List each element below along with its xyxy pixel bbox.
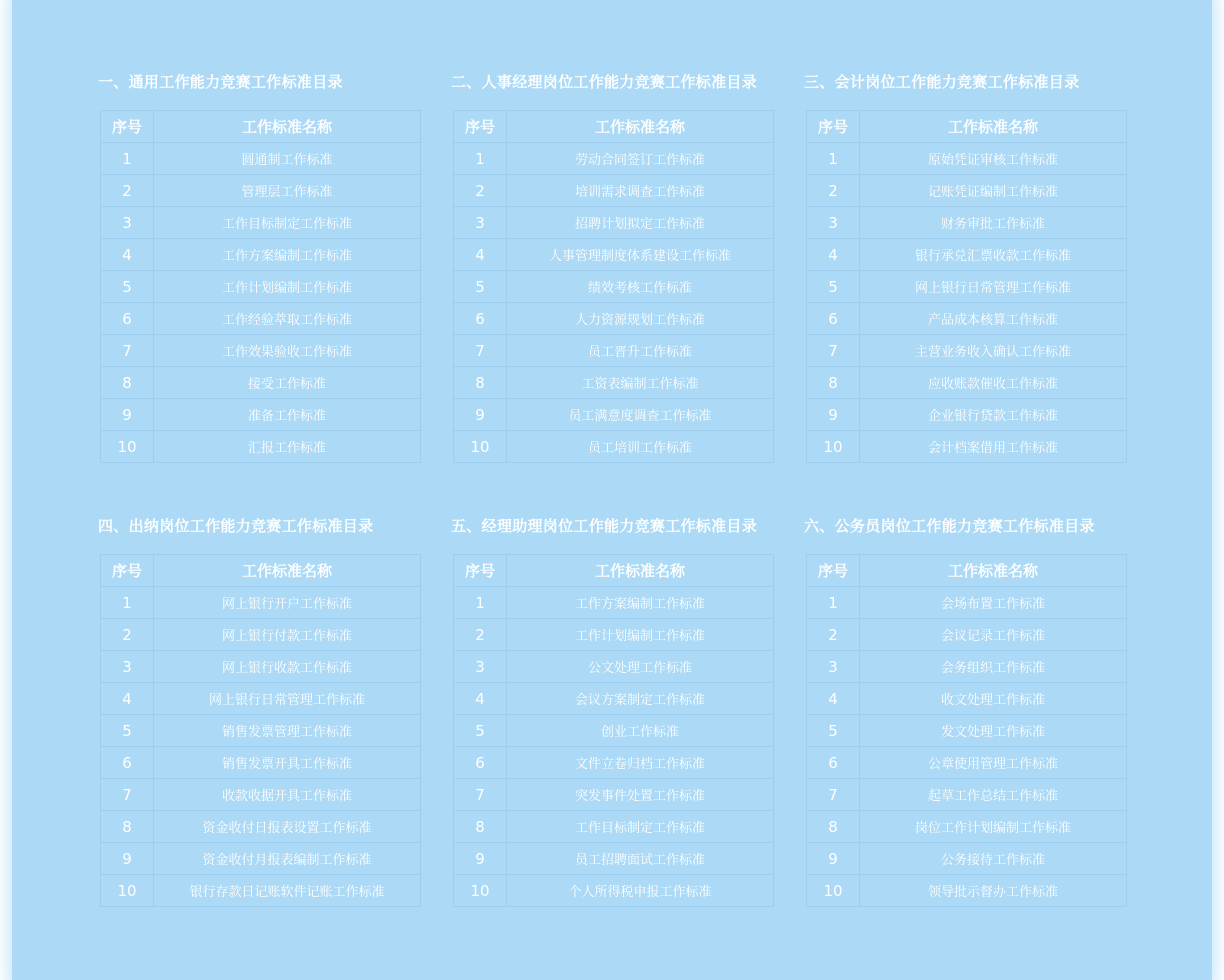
row-standard-name: 工作效果验收工作标准	[154, 335, 421, 367]
table-row	[807, 175, 1127, 207]
table-row	[101, 651, 421, 683]
table-header-row	[101, 555, 421, 587]
table-row	[454, 143, 774, 175]
column-header-index: 序号	[101, 555, 154, 587]
row-index: 7	[807, 779, 860, 811]
row-index: 5	[101, 715, 154, 747]
row-standard-name: 银行存款日记账软件记账工作标准	[154, 875, 421, 907]
row-standard-name: 资金收付月报表编制工作标准	[154, 843, 421, 875]
table-row	[101, 367, 421, 399]
row-standard-name: 财务审批工作标准	[860, 207, 1127, 239]
row-standard-name: 会务组织工作标准	[860, 651, 1127, 683]
row-index: 5	[101, 271, 154, 303]
row-index: 6	[807, 303, 860, 335]
row-index: 6	[454, 303, 507, 335]
row-standard-name: 员工晋升工作标准	[507, 335, 774, 367]
row-index: 9	[807, 843, 860, 875]
row-index: 8	[101, 367, 154, 399]
row-index: 2	[101, 619, 154, 651]
row-standard-name: 公务接待工作标准	[860, 843, 1127, 875]
row-standard-name: 会议方案制定工作标准	[507, 683, 774, 715]
catalog-section-4	[98, 514, 420, 900]
row-standard-name: 工作经验萃取工作标准	[154, 303, 421, 335]
catalog-section-1	[98, 70, 420, 456]
row-index: 6	[454, 747, 507, 779]
row-standard-name: 突发事件处置工作标准	[507, 779, 774, 811]
row-index: 7	[101, 335, 154, 367]
row-standard-name: 网上银行付款工作标准	[154, 619, 421, 651]
table-row	[454, 239, 774, 271]
row-index: 8	[807, 811, 860, 843]
row-index: 1	[101, 143, 154, 175]
row-standard-name: 收款收据开具工作标准	[154, 779, 421, 811]
section-title: 四、出纳岗位工作能力竞赛工作标准目录	[98, 517, 374, 535]
row-index: 1	[101, 587, 154, 619]
row-index: 6	[807, 747, 860, 779]
row-standard-name: 会议记录工作标准	[860, 619, 1127, 651]
row-index: 2	[454, 175, 507, 207]
row-standard-name: 工作目标制定工作标准	[507, 811, 774, 843]
row-index: 5	[807, 715, 860, 747]
document-page	[12, 0, 1212, 980]
table-header-row	[807, 111, 1127, 143]
table-row	[101, 587, 421, 619]
row-standard-name: 人事管理制度体系建设工作标准	[507, 239, 774, 271]
row-standard-name: 培训需求调查工作标准	[507, 175, 774, 207]
row-index: 8	[454, 367, 507, 399]
table-row	[454, 271, 774, 303]
row-standard-name: 准备工作标准	[154, 399, 421, 431]
row-index: 1	[807, 143, 860, 175]
row-index: 3	[807, 207, 860, 239]
row-standard-name: 岗位工作计划编制工作标准	[860, 811, 1127, 843]
row-standard-name: 会场布置工作标准	[860, 587, 1127, 619]
table-header-row	[454, 555, 774, 587]
table-row	[807, 779, 1127, 811]
row-index: 5	[454, 271, 507, 303]
table-row	[807, 587, 1127, 619]
row-standard-name: 产品成本核算工作标准	[860, 303, 1127, 335]
row-standard-name: 招聘计划拟定工作标准	[507, 207, 774, 239]
row-index: 1	[454, 587, 507, 619]
table-row	[807, 747, 1127, 779]
table-header-row	[807, 555, 1127, 587]
table-row	[807, 303, 1127, 335]
table-row	[101, 875, 421, 907]
table-row	[807, 431, 1127, 463]
row-standard-name: 网上银行日常管理工作标准	[860, 271, 1127, 303]
row-standard-name: 起草工作总结工作标准	[860, 779, 1127, 811]
row-index: 6	[101, 303, 154, 335]
standards-table	[453, 110, 774, 463]
table-row	[454, 875, 774, 907]
row-index: 2	[807, 619, 860, 651]
row-index: 7	[454, 335, 507, 367]
table-header-row	[101, 111, 421, 143]
row-index: 2	[101, 175, 154, 207]
row-index: 3	[101, 207, 154, 239]
row-index: 9	[807, 399, 860, 431]
row-index: 3	[101, 651, 154, 683]
table-row	[101, 175, 421, 207]
table-row	[454, 431, 774, 463]
row-standard-name: 创业工作标准	[507, 715, 774, 747]
row-standard-name: 文件立卷归档工作标准	[507, 747, 774, 779]
table-row	[101, 779, 421, 811]
row-standard-name: 绩效考核工作标准	[507, 271, 774, 303]
table-row	[101, 619, 421, 651]
table-row	[807, 207, 1127, 239]
row-standard-name: 员工培训工作标准	[507, 431, 774, 463]
table-row	[454, 175, 774, 207]
table-row	[101, 431, 421, 463]
catalog-section-3	[804, 70, 1126, 456]
table-row	[454, 619, 774, 651]
row-index: 9	[101, 399, 154, 431]
table-row	[454, 779, 774, 811]
row-index: 2	[807, 175, 860, 207]
row-standard-name: 接受工作标准	[154, 367, 421, 399]
row-standard-name: 记账凭证编制工作标准	[860, 175, 1127, 207]
column-header-name: 工作标准名称	[507, 555, 774, 587]
table-row	[807, 399, 1127, 431]
table-row	[807, 683, 1127, 715]
table-row	[807, 843, 1127, 875]
row-index: 7	[454, 779, 507, 811]
row-standard-name: 圆通制工作标准	[154, 143, 421, 175]
table-row	[454, 399, 774, 431]
table-row	[807, 619, 1127, 651]
row-index: 7	[807, 335, 860, 367]
section-title: 六、公务员岗位工作能力竞赛工作标准目录	[804, 517, 1095, 535]
row-index: 8	[454, 811, 507, 843]
row-index: 5	[807, 271, 860, 303]
table-row	[101, 207, 421, 239]
row-standard-name: 工资表编制工作标准	[507, 367, 774, 399]
row-standard-name: 收文处理工作标准	[860, 683, 1127, 715]
table-row	[807, 143, 1127, 175]
column-header-index: 序号	[101, 111, 154, 143]
row-standard-name: 银行承兑汇票收款工作标准	[860, 239, 1127, 271]
table-row	[454, 811, 774, 843]
row-index: 10	[454, 875, 507, 907]
table-row	[101, 335, 421, 367]
table-row	[101, 715, 421, 747]
table-row	[807, 875, 1127, 907]
table-row	[807, 271, 1127, 303]
standards-table	[100, 110, 421, 463]
row-standard-name: 员工招聘面试工作标准	[507, 843, 774, 875]
table-row	[101, 811, 421, 843]
table-row	[807, 239, 1127, 271]
table-row	[454, 715, 774, 747]
row-standard-name: 销售发票开具工作标准	[154, 747, 421, 779]
row-standard-name: 企业银行贷款工作标准	[860, 399, 1127, 431]
table-row	[101, 683, 421, 715]
table-row	[807, 811, 1127, 843]
standards-table	[100, 554, 421, 907]
row-standard-name: 工作方案编制工作标准	[154, 239, 421, 271]
table-row	[454, 303, 774, 335]
row-standard-name: 发文处理工作标准	[860, 715, 1127, 747]
row-index: 5	[454, 715, 507, 747]
row-index: 10	[454, 431, 507, 463]
table-row	[454, 843, 774, 875]
table-row	[807, 715, 1127, 747]
row-index: 7	[101, 779, 154, 811]
row-standard-name: 人力资源规划工作标准	[507, 303, 774, 335]
row-index: 10	[101, 431, 154, 463]
row-standard-name: 网上银行日常管理工作标准	[154, 683, 421, 715]
table-row	[101, 747, 421, 779]
table-row	[454, 747, 774, 779]
column-header-name: 工作标准名称	[507, 111, 774, 143]
section-title: 二、人事经理岗位工作能力竞赛工作标准目录	[451, 73, 758, 91]
row-standard-name: 管理层工作标准	[154, 175, 421, 207]
table-header-row	[454, 111, 774, 143]
row-index: 3	[454, 651, 507, 683]
row-index: 8	[807, 367, 860, 399]
table-row	[101, 843, 421, 875]
catalog-section-5	[451, 514, 773, 900]
row-index: 9	[454, 399, 507, 431]
row-index: 4	[807, 683, 860, 715]
row-standard-name: 劳动合同签订工作标准	[507, 143, 774, 175]
row-index: 4	[101, 239, 154, 271]
section-title: 三、会计岗位工作能力竞赛工作标准目录	[804, 73, 1080, 91]
standards-table	[453, 554, 774, 907]
table-row	[101, 303, 421, 335]
table-row	[454, 335, 774, 367]
row-standard-name: 工作目标制定工作标准	[154, 207, 421, 239]
row-standard-name: 销售发票管理工作标准	[154, 715, 421, 747]
row-index: 4	[454, 683, 507, 715]
row-index: 6	[101, 747, 154, 779]
row-standard-name: 公文处理工作标准	[507, 651, 774, 683]
table-row	[454, 683, 774, 715]
table-row	[101, 399, 421, 431]
row-index: 9	[454, 843, 507, 875]
section-title: 一、通用工作能力竞赛工作标准目录	[98, 73, 343, 91]
section-title: 五、经理助理岗位工作能力竞赛工作标准目录	[451, 517, 758, 535]
row-index: 1	[454, 143, 507, 175]
table-row	[807, 651, 1127, 683]
table-row	[807, 335, 1127, 367]
table-row	[454, 651, 774, 683]
row-standard-name: 工作计划编制工作标准	[507, 619, 774, 651]
row-index: 10	[807, 875, 860, 907]
column-header-name: 工作标准名称	[154, 555, 421, 587]
column-header-index: 序号	[454, 555, 507, 587]
row-standard-name: 工作方案编制工作标准	[507, 587, 774, 619]
column-header-index: 序号	[454, 111, 507, 143]
row-index: 4	[454, 239, 507, 271]
table-row	[101, 239, 421, 271]
row-standard-name: 应收账款催收工作标准	[860, 367, 1127, 399]
table-row	[101, 143, 421, 175]
row-standard-name: 原始凭证审核工作标准	[860, 143, 1127, 175]
standards-table	[806, 110, 1127, 463]
row-index: 3	[807, 651, 860, 683]
standards-table	[806, 554, 1127, 907]
catalog-section-2	[451, 70, 773, 456]
row-index: 1	[807, 587, 860, 619]
row-index: 9	[101, 843, 154, 875]
column-header-name: 工作标准名称	[860, 111, 1127, 143]
column-header-index: 序号	[807, 111, 860, 143]
table-row	[454, 587, 774, 619]
row-standard-name: 网上银行开户工作标准	[154, 587, 421, 619]
row-index: 10	[807, 431, 860, 463]
row-standard-name: 工作计划编制工作标准	[154, 271, 421, 303]
column-header-name: 工作标准名称	[154, 111, 421, 143]
row-index: 3	[454, 207, 507, 239]
table-row	[454, 207, 774, 239]
row-standard-name: 汇报工作标准	[154, 431, 421, 463]
row-standard-name: 网上银行收款工作标准	[154, 651, 421, 683]
row-standard-name: 领导批示督办工作标准	[860, 875, 1127, 907]
column-header-index: 序号	[807, 555, 860, 587]
row-index: 2	[454, 619, 507, 651]
row-standard-name: 主营业务收入确认工作标准	[860, 335, 1127, 367]
table-row	[101, 271, 421, 303]
column-header-name: 工作标准名称	[860, 555, 1127, 587]
row-index: 4	[807, 239, 860, 271]
catalog-section-6	[804, 514, 1126, 900]
row-standard-name: 资金收付日报表设置工作标准	[154, 811, 421, 843]
row-index: 10	[101, 875, 154, 907]
row-standard-name: 个人所得税申报工作标准	[507, 875, 774, 907]
row-index: 4	[101, 683, 154, 715]
row-standard-name: 公章使用管理工作标准	[860, 747, 1127, 779]
row-index: 8	[101, 811, 154, 843]
table-row	[807, 367, 1127, 399]
row-standard-name: 会计档案借用工作标准	[860, 431, 1127, 463]
row-standard-name: 员工满意度调查工作标准	[507, 399, 774, 431]
table-row	[454, 367, 774, 399]
